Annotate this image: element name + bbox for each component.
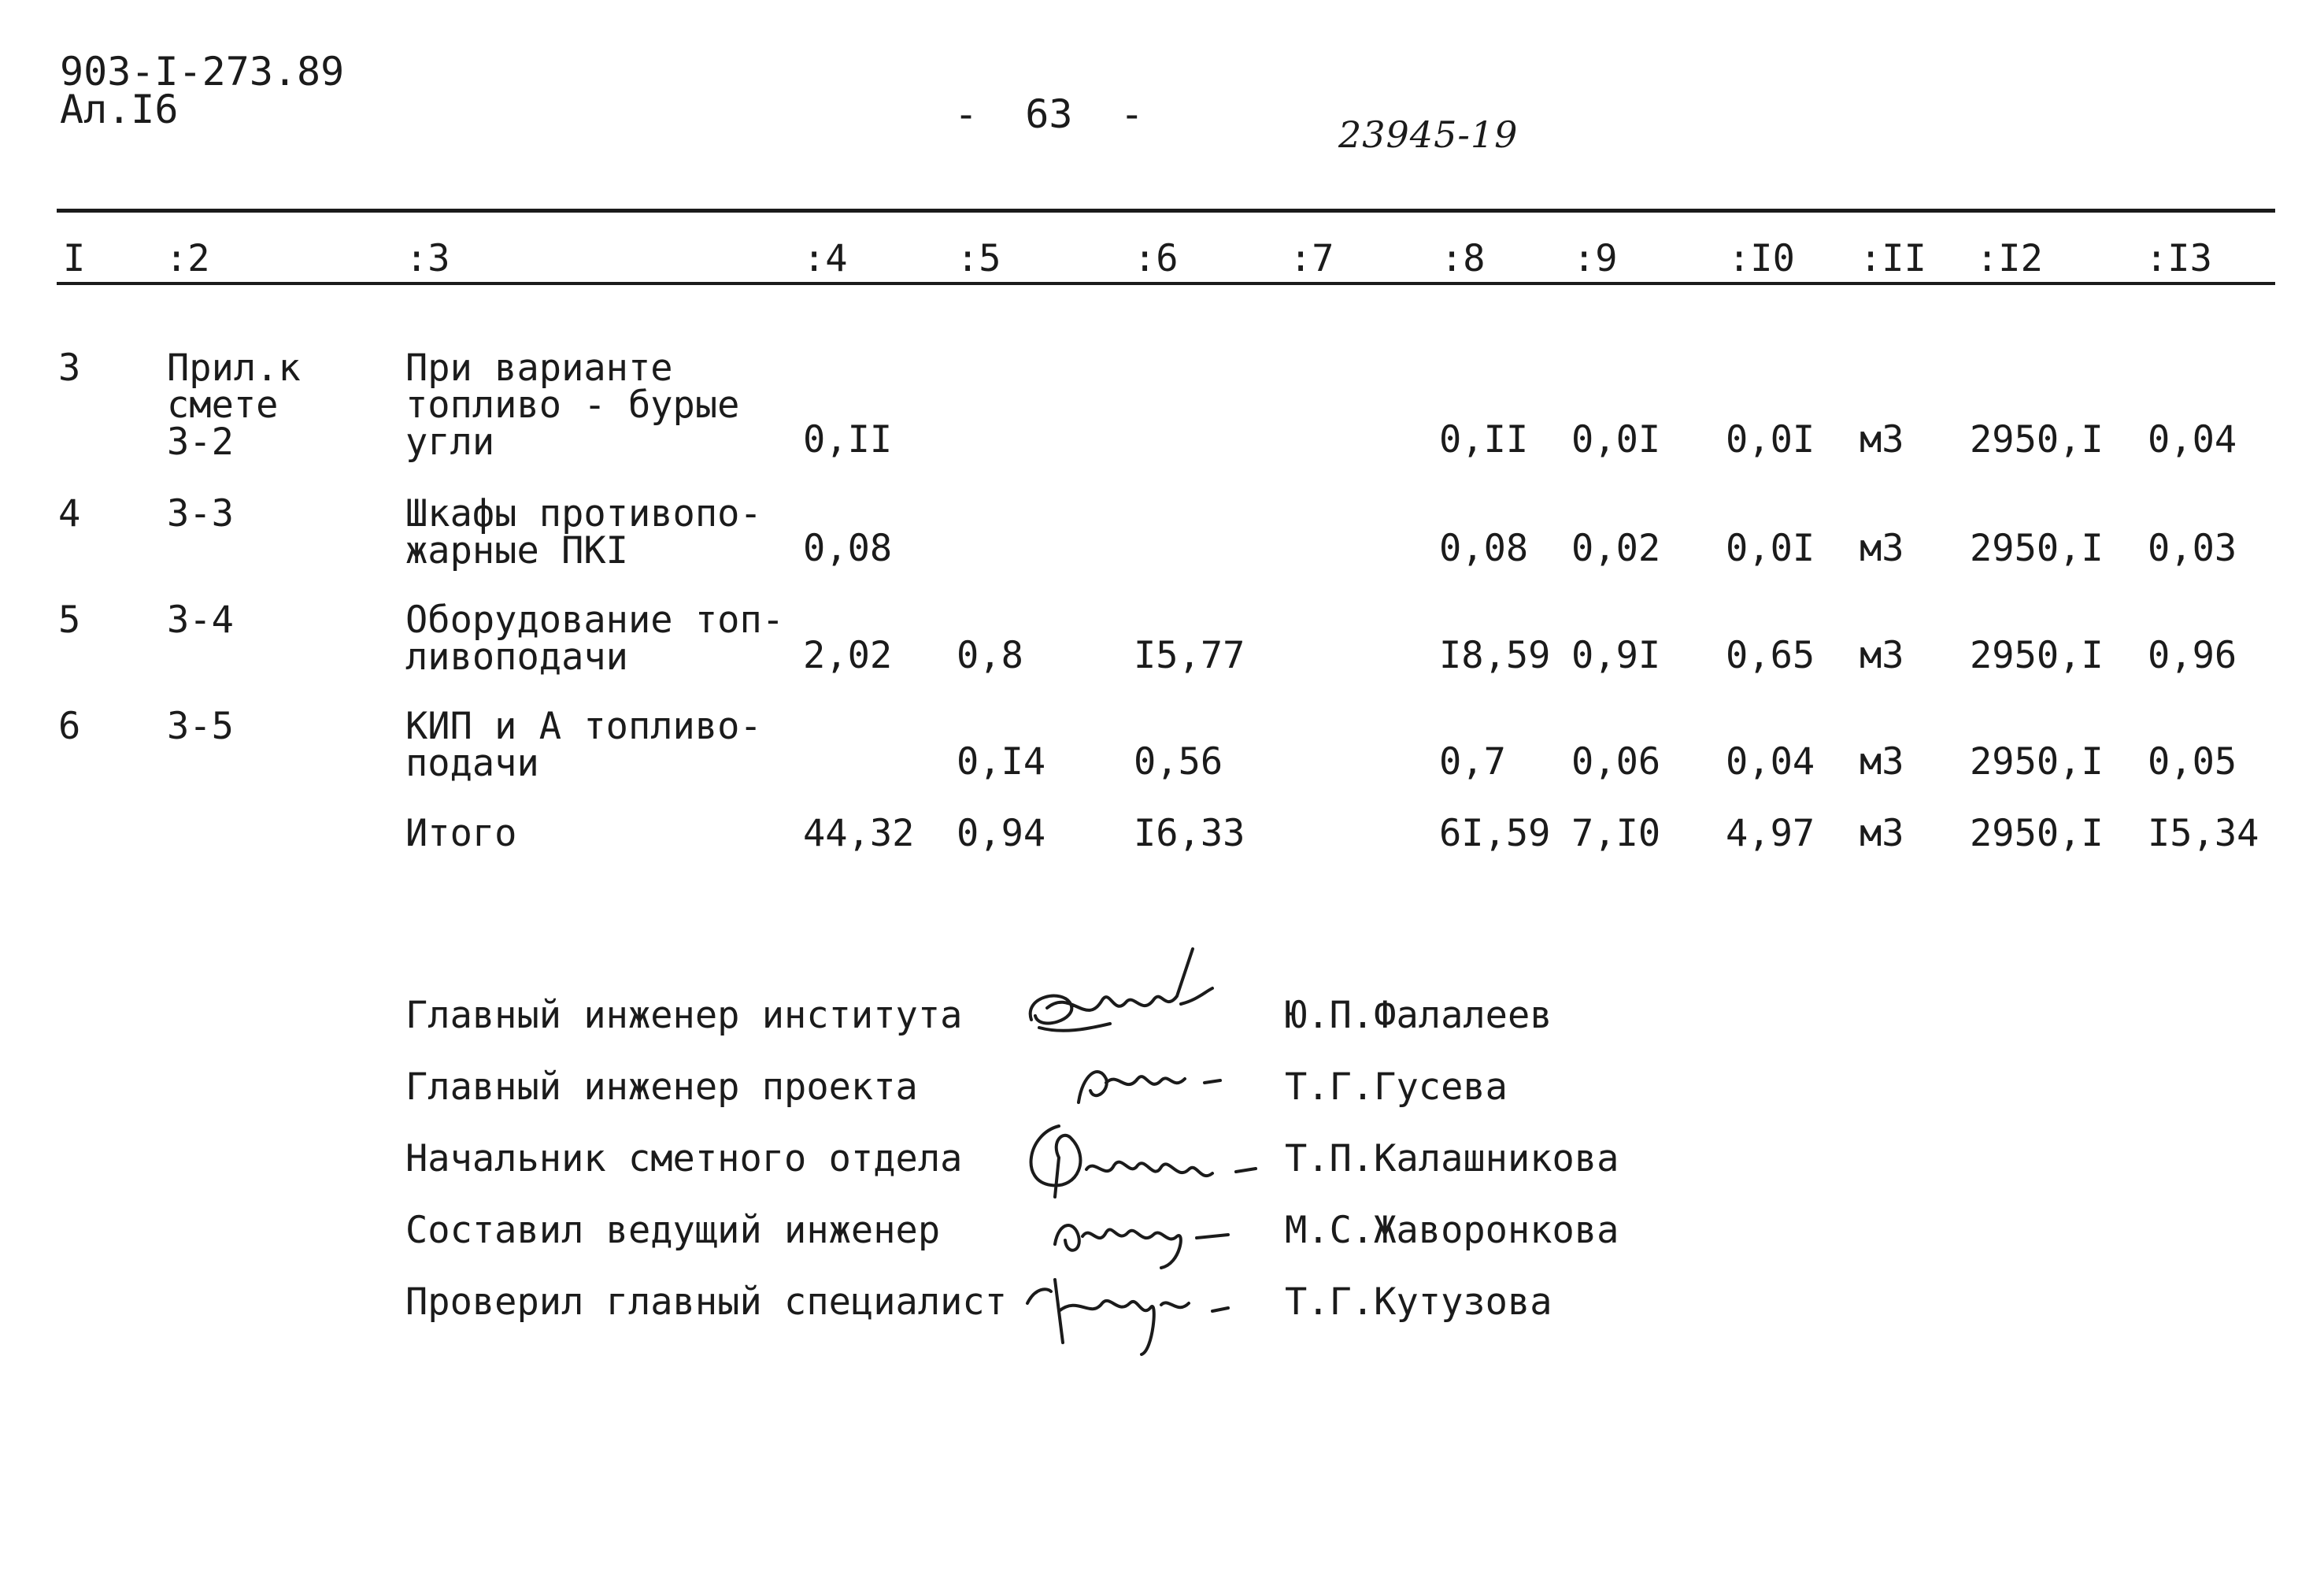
signature-guseva xyxy=(1063,1047,1244,1118)
cell-c9: 0,9I xyxy=(1571,634,1661,677)
signature-falaleev xyxy=(1016,941,1220,1059)
cell-c10: 0,0I xyxy=(1726,527,1815,570)
column-header: I xyxy=(63,237,86,280)
cell-c10: 0,04 xyxy=(1726,740,1815,784)
column-header: :8 xyxy=(1441,237,1486,280)
document-code: 903-I-273.89 xyxy=(60,49,345,94)
cell-c12: 2950,I xyxy=(1970,740,2104,784)
signer-name: Т.Г.Гусева xyxy=(1285,1065,1508,1109)
estimate-ref: смете xyxy=(167,383,279,427)
column-header: :7 xyxy=(1290,237,1334,280)
estimate-ref: 3-2 xyxy=(167,421,234,464)
cell-c4: 0,II xyxy=(803,418,893,461)
row-number: 3 xyxy=(58,346,81,390)
cell-unit: м3 xyxy=(1860,527,1904,570)
header-bottom-rule xyxy=(57,282,2275,285)
cell-c6: I5,77 xyxy=(1134,634,1245,677)
total-c12: 2950,I xyxy=(1970,812,2104,855)
cell-c12: 2950,I xyxy=(1970,527,2104,570)
item-name: Шкафы противопо- xyxy=(405,492,762,535)
column-header: :I0 xyxy=(1728,237,1795,280)
cell-c8: 0,II xyxy=(1439,418,1529,461)
total-c10: 4,97 xyxy=(1726,812,1815,855)
row-number: 6 xyxy=(58,705,81,748)
signer-name: Т.Г.Кутузова xyxy=(1285,1280,1552,1324)
cell-c8: I8,59 xyxy=(1439,634,1551,677)
column-header: :9 xyxy=(1573,237,1618,280)
sheet-label: Ал.I6 xyxy=(60,87,179,132)
column-header: :3 xyxy=(405,237,450,280)
total-unit: м3 xyxy=(1860,812,1904,855)
cell-c8: 0,7 xyxy=(1439,740,1506,784)
estimate-ref: 3-3 xyxy=(167,492,234,535)
page-number: - 63 - xyxy=(954,91,1144,137)
cell-c12: 2950,I xyxy=(1970,418,2104,461)
column-header: :2 xyxy=(165,237,210,280)
total-c4: 44,32 xyxy=(803,812,915,855)
cell-c4: 2,02 xyxy=(803,634,893,677)
signer-position: Проверил главный специалист xyxy=(405,1280,1008,1324)
column-header: :5 xyxy=(957,237,1001,280)
column-header: :I2 xyxy=(1976,237,2043,280)
item-name: При варианте xyxy=(405,346,673,390)
item-name: подачи xyxy=(405,742,539,785)
cell-c6: 0,56 xyxy=(1134,740,1223,784)
signer-position: Начальник сметного отдела xyxy=(405,1137,963,1180)
cell-c5: 0,8 xyxy=(957,634,1023,677)
cell-c5: 0,I4 xyxy=(957,740,1046,784)
signer-name: Ю.П.Фалалеев xyxy=(1285,994,1552,1037)
item-name: ливоподачи xyxy=(405,635,628,679)
cell-c13: 0,96 xyxy=(2148,634,2237,677)
cell-c13: 0,03 xyxy=(2148,527,2237,570)
row-number: 4 xyxy=(58,492,81,535)
table-top-rule xyxy=(57,209,2275,213)
column-header: :I3 xyxy=(2145,237,2212,280)
item-name: угли xyxy=(405,421,495,464)
total-c6: I6,33 xyxy=(1134,812,1245,855)
cell-c12: 2950,I xyxy=(1970,634,2104,677)
cell-c9: 0,02 xyxy=(1571,527,1661,570)
signature-kutuzova xyxy=(1016,1256,1275,1366)
signer-position: Главный инженер проекта xyxy=(405,1065,918,1109)
estimate-ref: 3-4 xyxy=(167,598,234,642)
signer-name: Т.П.Калашникова xyxy=(1285,1137,1619,1180)
cell-c10: 0,0I xyxy=(1726,418,1815,461)
total-c5: 0,94 xyxy=(957,812,1046,855)
cell-c9: 0,0I xyxy=(1571,418,1661,461)
signer-position: Составил ведущий инженер xyxy=(405,1209,941,1252)
signer-position: Главный инженер института xyxy=(405,994,963,1037)
column-header: :4 xyxy=(803,237,848,280)
column-header: :6 xyxy=(1134,237,1179,280)
cell-unit: м3 xyxy=(1860,740,1904,784)
item-name: топливо - бурые xyxy=(405,383,740,427)
item-name: жарные ПКI xyxy=(405,529,628,572)
inventory-number: 23945-19 xyxy=(1338,113,1519,156)
estimate-ref: Прил.к xyxy=(167,346,301,390)
cell-c8: 0,08 xyxy=(1439,527,1529,570)
item-name: Оборудование топ- xyxy=(405,598,785,642)
total-c13: I5,34 xyxy=(2148,812,2259,855)
total-label: Итого xyxy=(405,812,517,855)
cell-c4: 0,08 xyxy=(803,527,893,570)
row-number: 5 xyxy=(58,598,81,642)
cell-unit: м3 xyxy=(1860,634,1904,677)
cell-c10: 0,65 xyxy=(1726,634,1815,677)
total-c8: 6I,59 xyxy=(1439,812,1551,855)
cell-c13: 0,04 xyxy=(2148,418,2237,461)
item-name: КИП и А топливо- xyxy=(405,705,762,748)
estimate-ref: 3-5 xyxy=(167,705,234,748)
column-header: :II xyxy=(1860,237,1926,280)
cell-c9: 0,06 xyxy=(1571,740,1661,784)
total-c9: 7,I0 xyxy=(1571,812,1661,855)
signer-name: М.С.Жаворонкова xyxy=(1285,1209,1619,1252)
cell-unit: м3 xyxy=(1860,418,1904,461)
cell-c13: 0,05 xyxy=(2148,740,2237,784)
